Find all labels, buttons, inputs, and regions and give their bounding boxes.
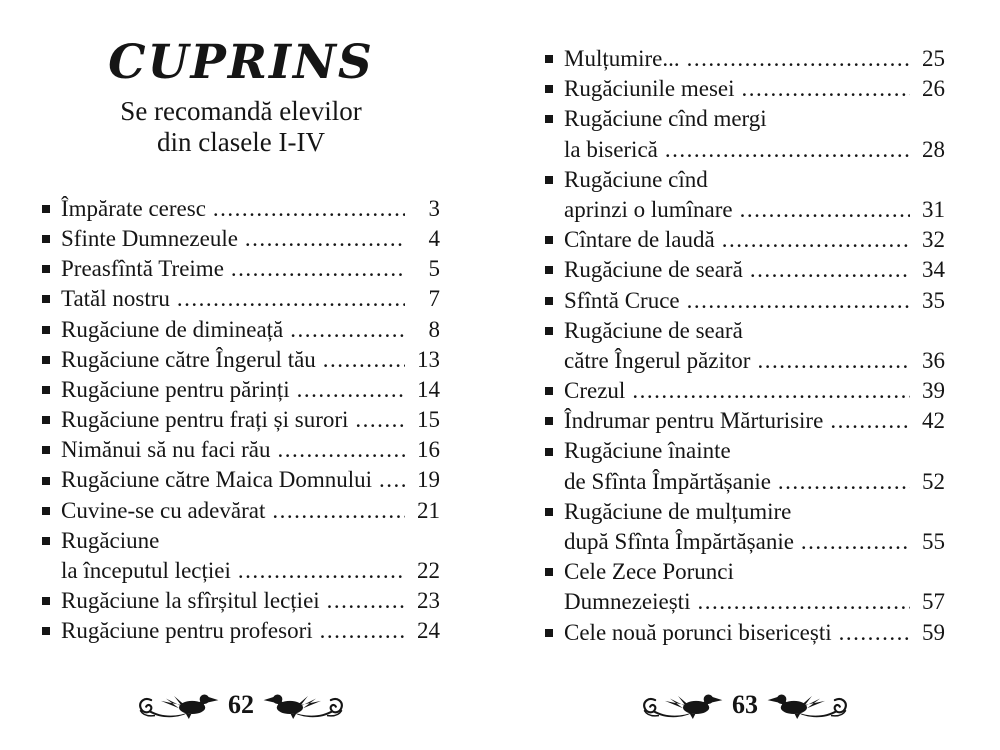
toc-entry-title: Nimănui să nu faci rău [61, 437, 271, 463]
toc-entry [42, 496, 440, 526]
toc-entry-title: către Îngerul păzitor [564, 347, 751, 373]
toc-entry-title: Rugăciune la sfîrșitul lecției [61, 588, 320, 614]
toc-entry [545, 255, 945, 285]
dotted-leader [272, 496, 405, 526]
toc-line [545, 618, 945, 648]
toc-entry-title: Rugăciune către Maica Domnului [61, 467, 373, 493]
toc-entry [42, 315, 440, 345]
toc-line [545, 195, 945, 225]
dotted-leader [231, 254, 405, 284]
toc-page-number: 42 [922, 408, 945, 434]
page-right [545, 0, 945, 750]
toc-line [545, 376, 945, 406]
toc-line [545, 74, 945, 104]
toc-entry-title: Sfinte Dumnezeule [61, 225, 238, 251]
toc-line [42, 616, 440, 646]
toc-page-number: 26 [922, 76, 945, 102]
toc-page-number: 57 [922, 589, 945, 615]
toc-entry [545, 316, 945, 376]
bullet-square-icon [42, 477, 50, 485]
bullet-square-icon [42, 386, 50, 394]
toc-entry [545, 557, 945, 617]
toc-entry-title: Tatăl nostru [61, 286, 170, 312]
toc-line [42, 375, 440, 405]
toc-line [42, 556, 440, 586]
toc-line [545, 286, 945, 316]
toc-entry [545, 618, 945, 648]
toc-line [42, 254, 440, 284]
dotted-leader [327, 586, 405, 616]
toc-entry [545, 225, 945, 255]
toc-entry-title: Dumnezeiești [564, 589, 691, 615]
toc-entry [42, 194, 440, 224]
toc-page-number: 23 [417, 588, 440, 614]
page-left [42, 0, 440, 750]
toc-entry [42, 465, 440, 495]
toc-page-number: 5 [428, 256, 440, 282]
toc-page-number: 36 [922, 347, 945, 373]
toc-entry-title: Cîntare de laudă [564, 227, 715, 253]
bullet-square-icon [42, 446, 50, 454]
toc-entry [545, 497, 945, 557]
bullet-square-icon [545, 115, 553, 123]
bullet-square-icon [42, 627, 50, 635]
toc-entry [42, 375, 440, 405]
toc-entry-title: Împărate ceresc [61, 195, 206, 221]
toc-entry-title: Rugăciune cînd [564, 166, 708, 192]
toc-line [545, 316, 945, 346]
bullet-square-icon [545, 55, 553, 63]
dotted-leader [277, 435, 405, 465]
bullet-square-icon [42, 326, 50, 334]
toc-line [42, 315, 440, 345]
toc-entry-title: Rugăciune de mulțumire [564, 498, 792, 524]
toc-entry-title: la începutul lecției [61, 558, 231, 583]
toc-entry-title: Rugăciune de seară [564, 317, 743, 343]
bullet-square-icon [545, 387, 553, 395]
toc-entry-title: Rugăciune înainte [564, 438, 731, 464]
bullet-square-icon [42, 356, 50, 364]
dotted-leader [742, 74, 910, 104]
toc-line [545, 44, 945, 74]
toc-entry-title: Rugăciune către Îngerul tău [61, 346, 316, 372]
dotted-leader [290, 315, 405, 345]
bullet-square-icon [42, 507, 50, 515]
toc-entry [42, 586, 440, 616]
dotted-leader [632, 376, 910, 406]
dotted-leader [757, 346, 910, 376]
dotted-leader [687, 286, 910, 316]
toc-entry-title: Cuvine-se cu adevărat [61, 497, 266, 523]
dotted-leader [830, 406, 910, 436]
toc-entry [545, 286, 945, 316]
toc-entry [42, 254, 440, 284]
dotted-leader [323, 345, 405, 375]
dotted-leader [697, 587, 910, 617]
subtitle-line-2: din clasele I-IV [157, 126, 325, 157]
toc-line [545, 135, 945, 165]
dotted-leader [801, 527, 910, 557]
toc-line [42, 435, 440, 465]
toc-entry-title: Preasfîntă Treime [61, 256, 224, 282]
toc-entry-title: la biserică [564, 136, 658, 162]
bullet-square-icon [42, 265, 50, 273]
bird-flourish-ornament [138, 690, 220, 720]
dotted-leader [245, 224, 405, 254]
toc-entry [545, 436, 945, 496]
bullet-square-icon [42, 235, 50, 243]
toc-entry-title: Rugăciune pentru profesori [61, 618, 313, 644]
subtitle-line-1: Se recomandă elevilor [120, 95, 362, 126]
page-footer-left [42, 690, 440, 720]
toc-page-number: 25 [922, 46, 945, 71]
dotted-leader [740, 195, 910, 225]
toc-page-number: 55 [922, 529, 945, 554]
toc-line [545, 497, 945, 527]
toc-line [42, 405, 440, 435]
toc-page-number: 4 [428, 225, 440, 251]
toc-entry-title: Cele nouă porunci bisericești [564, 619, 832, 645]
toc-entry [42, 224, 440, 254]
toc-entry-title: Rugăciune pentru părinți [61, 376, 290, 402]
toc-entry [42, 616, 440, 646]
bullet-square-icon [42, 537, 50, 545]
toc-page-number: 8 [428, 316, 440, 342]
bullet-square-icon [42, 597, 50, 605]
toc-entry [42, 435, 440, 465]
toc-entry-title: Îndrumar pentru Mărturisire [564, 408, 824, 434]
toc-line [545, 527, 945, 557]
page-number-left: 62 [228, 690, 254, 719]
bullet-square-icon [545, 85, 553, 93]
toc-page-number: 24 [417, 618, 440, 644]
toc-page-number: 59 [922, 619, 945, 645]
toc-page-number: 13 [417, 346, 440, 372]
bullet-square-icon [545, 327, 553, 335]
toc-line [42, 194, 440, 224]
toc-entry [42, 345, 440, 375]
dotted-leader [238, 556, 405, 586]
dotted-leader [665, 135, 910, 165]
toc-entry-title: Cele Zece Porunci [564, 559, 734, 585]
bullet-square-icon [42, 295, 50, 303]
toc-line [545, 255, 945, 285]
bullet-square-icon [545, 266, 553, 274]
toc-line [545, 225, 945, 255]
toc-entry [545, 104, 945, 164]
toc-page-number: 22 [417, 558, 440, 583]
toc-list-right [545, 44, 945, 648]
toc-page-number: 28 [922, 136, 945, 162]
dotted-leader [750, 255, 910, 285]
dotted-leader [839, 618, 910, 648]
toc-entry-title: aprinzi o lumînare [564, 196, 733, 222]
toc-entry [545, 165, 945, 225]
toc-entry [42, 526, 440, 586]
toc-line [545, 587, 945, 617]
page-title: CUPRINS [108, 35, 374, 90]
toc-line [545, 165, 945, 195]
toc-entry-title: Rugăciune pentru frați și surori [61, 407, 349, 433]
page-number-right: 63 [732, 690, 758, 719]
toc-line [545, 467, 945, 497]
bullet-square-icon [545, 629, 553, 637]
toc-line [42, 224, 440, 254]
bullet-square-icon [42, 416, 50, 424]
toc-page-number: 35 [922, 287, 945, 313]
toc-line [42, 284, 440, 314]
toc-page-number: 39 [922, 378, 945, 404]
toc-line [42, 465, 440, 495]
toc-page-number: 31 [922, 196, 945, 222]
toc-page-number: 3 [428, 195, 440, 221]
toc-page-number: 7 [428, 286, 440, 312]
toc-page-number: 21 [417, 497, 440, 523]
toc-entry-title: Rugăciune de seară [564, 257, 743, 283]
toc-page-number: 14 [417, 376, 440, 402]
toc-page-number: 34 [922, 257, 945, 283]
toc-entry-title: după Sfînta Împărtășanie [564, 529, 794, 554]
bullet-square-icon [42, 205, 50, 213]
toc-entry-title: Rugăciunile mesei [564, 76, 735, 102]
bullet-square-icon [545, 508, 553, 516]
toc-line [42, 526, 440, 556]
bullet-square-icon [545, 297, 553, 305]
bullet-square-icon [545, 568, 553, 576]
toc-line [545, 436, 945, 466]
bullet-square-icon [545, 176, 553, 184]
bird-flourish-ornament [642, 690, 724, 720]
dotted-leader [355, 405, 405, 435]
toc-line [545, 557, 945, 587]
toc-entry-title: Crezul [564, 378, 626, 404]
toc-line [42, 586, 440, 616]
toc-page-number: 19 [417, 467, 440, 493]
bullet-square-icon [545, 448, 553, 456]
dotted-leader [213, 194, 405, 224]
toc-page-number: 32 [922, 227, 945, 253]
toc-entry [545, 406, 945, 436]
bird-flourish-ornament [766, 690, 848, 720]
toc-entry-title: de Sfînta Împărtășanie [564, 468, 771, 494]
dotted-leader [297, 375, 405, 405]
toc-entry-title: Sfîntă Cruce [564, 287, 680, 313]
dotted-leader [722, 225, 910, 255]
toc-entry [545, 376, 945, 406]
dotted-leader [778, 467, 910, 497]
toc-page-number: 52 [922, 468, 945, 494]
dotted-leader [177, 284, 405, 314]
dotted-leader [320, 616, 405, 646]
dotted-leader [687, 44, 910, 74]
toc-line [545, 406, 945, 436]
toc-header [42, 35, 440, 158]
bird-flourish-ornament [262, 690, 344, 720]
toc-list-left [42, 194, 440, 647]
dotted-leader [379, 465, 405, 495]
page-footer-right [545, 690, 945, 720]
toc-entry-title: Rugăciune cînd mergi [564, 106, 767, 132]
toc-entry [545, 74, 945, 104]
toc-line [42, 345, 440, 375]
toc-entry-title: Rugăciune [61, 527, 160, 553]
toc-line [545, 104, 945, 134]
toc-line [545, 346, 945, 376]
toc-entry [545, 44, 945, 74]
bullet-square-icon [545, 236, 553, 244]
toc-entry [42, 284, 440, 314]
toc-entry-title: Mulțumire... [564, 46, 680, 71]
bullet-square-icon [545, 417, 553, 425]
toc-page-number: 15 [417, 407, 440, 433]
toc-entry [42, 405, 440, 435]
toc-entry-title: Rugăciune de dimineață [61, 316, 284, 342]
toc-line [42, 496, 440, 526]
toc-page-number: 16 [417, 437, 440, 463]
